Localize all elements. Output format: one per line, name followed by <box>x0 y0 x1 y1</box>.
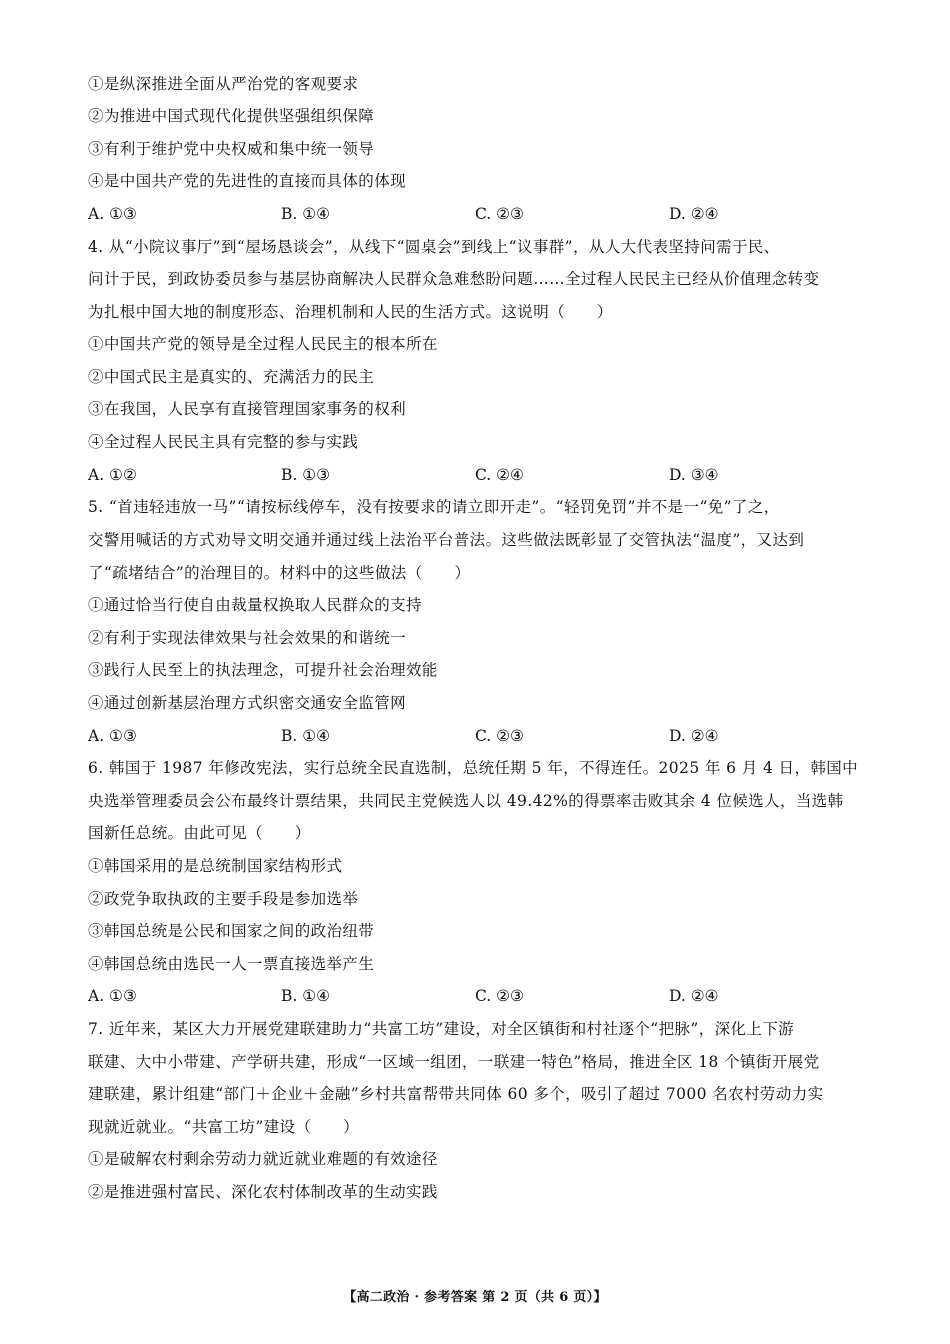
q3-item-3: ③有利于维护党中央权威和集中统一领导 <box>88 140 375 158</box>
q3-option-a: A. ①③ <box>88 205 137 223</box>
q6-item-3: ③韩国总统是公民和国家之间的政治纽带 <box>88 922 375 940</box>
q6-option-b: B. ①④ <box>281 987 331 1005</box>
q6-item-2: ②政党争取执政的主要手段是参加选举 <box>88 890 359 908</box>
q3-option-c: C. ②③ <box>475 205 524 223</box>
q4-item-1: ①中国共产党的领导是全过程人民民主的根本所在 <box>88 335 438 353</box>
q5-item-2: ②有利于实现法律效果与社会效果的和谐统一 <box>88 629 407 647</box>
q3-item-4: ④是中国共产党的先进性的直接而具体的体现 <box>88 172 407 190</box>
q6-stem-line-3: 国新任总统。由此可见（ ） <box>88 824 311 842</box>
q6-option-d: D. ②④ <box>669 987 719 1005</box>
q5-item-4: ④通过创新基层治理方式织密交通安全监管网 <box>88 694 407 712</box>
q3-options <box>88 204 868 224</box>
q6-options <box>88 986 868 1006</box>
page-footer: 【高二政治 · 参考答案 第 2 页（共 6 页）】 <box>343 1290 607 1305</box>
q6-option-a: A. ①③ <box>88 987 137 1005</box>
q5-stem-line-2: 交警用喊话的方式劝导文明交通并通过线上法治平台普法。这些做法既彰显了交管执法“温度”，又达到 <box>88 531 805 549</box>
q5-item-1: ①通过恰当行使自由裁量权换取人民群众的支持 <box>88 596 422 614</box>
q3-option-d: D. ②④ <box>669 205 719 223</box>
q3-item-1: ①是纵深推进全面从严治党的客观要求 <box>88 75 359 93</box>
q3-option-b: B. ①④ <box>281 205 331 223</box>
q7-stem-line-2: 联建、大中小带建、产学研共建，形成“一区域一组团，一联建一特色”格局，推进全区 18 个镇街开展党 <box>88 1053 820 1071</box>
q7-stem-line-1: 7. 近年来，某区大力开展党建联建助力“共富工坊”建设，对全区镇街和村社逐个“把脉”，深化上下游 <box>88 1020 795 1038</box>
q4-option-b: B. ①③ <box>281 466 331 484</box>
q5-item-3: ③践行人民至上的执法理念，可提升社会治理效能 <box>88 661 438 679</box>
q4-item-4: ④全过程人民民主具有完整的参与实践 <box>88 433 359 451</box>
q7-stem-line-3: 建联建，累计组建“部门＋企业＋金融”乡村共富帮带共同体 60 多个，吸引了超过 7000 名农村劳动力实 <box>88 1085 824 1103</box>
q5-option-c: C. ②③ <box>475 727 524 745</box>
q4-option-d: D. ③④ <box>669 466 719 484</box>
q4-item-2: ②中国式民主是真实的、充满活力的民主 <box>88 368 375 386</box>
q6-stem-line-1: 6. 韩国于 1987 年修改宪法，实行总统全民直选制，总统任期 5 年，不得连任。2025 年 6 月 4 日，韩国中 <box>88 759 859 777</box>
q4-stem-line-2: 问计于民，到政协委员参与基层协商解决人民群众急难愁盼问题……全过程人民民主已经从价值理念转变 <box>88 270 820 288</box>
q4-item-3: ③在我国，人民享有直接管理国家事务的权利 <box>88 400 407 418</box>
q3-item-2: ②为推进中国式现代化提供坚强组织保障 <box>88 107 375 125</box>
q5-stem-line-3: 了“疏堵结合”的治理目的。材料中的这些做法（ ） <box>88 564 471 582</box>
q4-option-c: C. ②④ <box>475 466 524 484</box>
q5-options <box>88 726 868 746</box>
q6-stem-line-2: 央选举管理委员会公布最终计票结果，共同民主党候选人以 49.42%的得票率击败其余 4 位候选人，当选韩 <box>88 792 844 810</box>
q6-option-c: C. ②③ <box>475 987 524 1005</box>
q7-stem-line-4: 现就近就业。“共富工坊”建设（ ） <box>88 1118 360 1136</box>
q5-option-b: B. ①④ <box>281 727 331 745</box>
q5-option-d: D. ②④ <box>669 727 719 745</box>
q4-option-a: A. ①② <box>88 466 137 484</box>
q4-options <box>88 465 868 485</box>
q7-item-2: ②是推进强村富民、深化农村体制改革的生动实践 <box>88 1183 438 1201</box>
q6-item-4: ④韩国总统由选民一人一票直接选举产生 <box>88 955 375 973</box>
q5-stem-line-1: 5. “首违轻违放一马”“请按标线停车，没有按要求的请立即开走”。“轻罚免罚”并不是一“免”了之， <box>88 498 780 516</box>
q4-stem-line-1: 4. 从“小院议事厅”到“屋场恳谈会”，从线下“圆桌会”到线上“议事群”，从人大代表坚持问需于民、 <box>88 238 780 256</box>
q6-item-1: ①韩国采用的是总统制国家结构形式 <box>88 857 343 875</box>
q4-stem-line-3: 为扎根中国大地的制度形态、治理机制和人民的生活方式。这说明（ ） <box>88 303 613 321</box>
q5-option-a: A. ①③ <box>88 727 137 745</box>
q7-item-1: ①是破解农村剩余劳动力就近就业难题的有效途径 <box>88 1150 438 1168</box>
